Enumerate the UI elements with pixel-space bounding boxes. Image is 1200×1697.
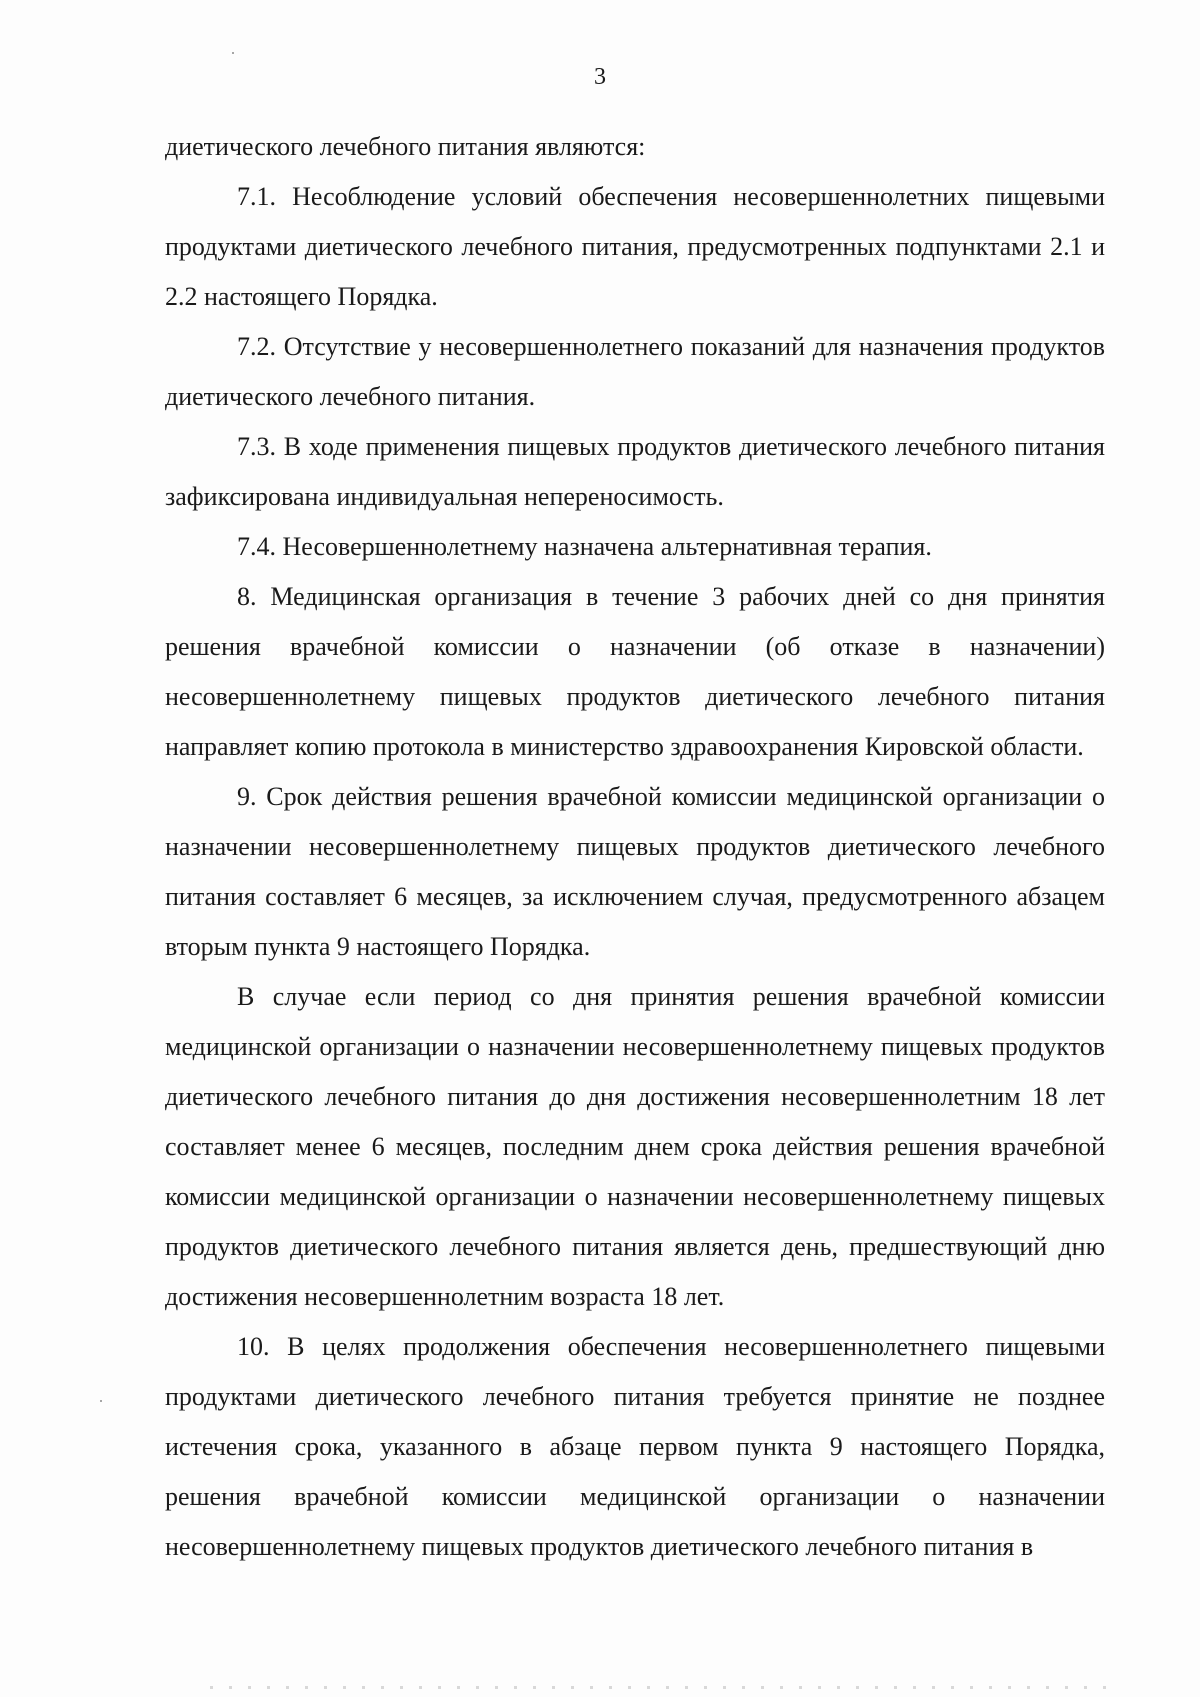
scan-speck bbox=[232, 52, 234, 54]
paragraph-10: 10. В целях продолжения обеспечения несовершеннолетнего пищевыми продуктами диетического лечебного питания требуется принятие не позднее истечения срока, указанного в абзаце первом пункта 9 настоящего Порядка, решения врачебной комиссии медицинской организации о назначении несовершеннолетнему пищевых продуктов диетического лечебного питания в bbox=[165, 1332, 1105, 1561]
scan-speck bbox=[100, 1400, 102, 1402]
paragraph-continuation: диетического лечебного питания являются: bbox=[165, 132, 646, 161]
paragraph-7-1: 7.1. Несоблюдение условий обеспечения несовершеннолетних пищевыми продуктами диетического лечебного питания, предусмотренных подпунктами 2.1 и 2.2 настоящего Порядка. bbox=[165, 182, 1105, 311]
scan-edge-noise bbox=[210, 1686, 1110, 1689]
paragraph-7-2: 7.2. Отсутствие у несовершеннолетнего показаний для назначения продуктов диетического лечебного питания. bbox=[165, 332, 1105, 411]
page-number: 3 bbox=[594, 64, 606, 90]
paragraph-9: 9. Срок действия решения врачебной комиссии медицинской организации о назначении несовершеннолетнему пищевых продуктов диетического лечебного питания составляет 6 месяцев, за исключением случая, предусмотренного абзацем вторым пункта 9 настоящего Порядка. bbox=[165, 782, 1105, 961]
paragraph-8: 8. Медицинская организация в течение 3 рабочих дней со дня принятия решения врачебной комиссии о назначении (об отказе в назначении) несовершеннолетнему пищевых продуктов диетического лечебного питания направляет копию протокола в министерство здравоохранения Кировской области. bbox=[165, 582, 1105, 761]
paragraph-7-3: 7.3. В ходе применения пищевых продуктов диетического лечебного питания зафиксирована индивидуальная непереносимость. bbox=[165, 432, 1105, 511]
paragraph-7-4: 7.4. Несовершеннолетнему назначена альтернативная терапия. bbox=[237, 532, 932, 561]
document-body bbox=[165, 122, 1105, 1572]
paragraph-9-second-abzac: В случае если период со дня принятия решения врачебной комиссии медицинской организации о назначении несовершеннолетнему пищевых продуктов диетического лечебного питания до дня достижения несовершеннолетним 18 лет составляет менее 6 месяцев, последним днем срока действия решения врачебной комиссии медицинской организации о назначении несовершеннолетнему пищевых продуктов диетического лечебного питания является день, предшествующий дню достижения несовершеннолетним возраста 18 лет. bbox=[165, 982, 1105, 1311]
